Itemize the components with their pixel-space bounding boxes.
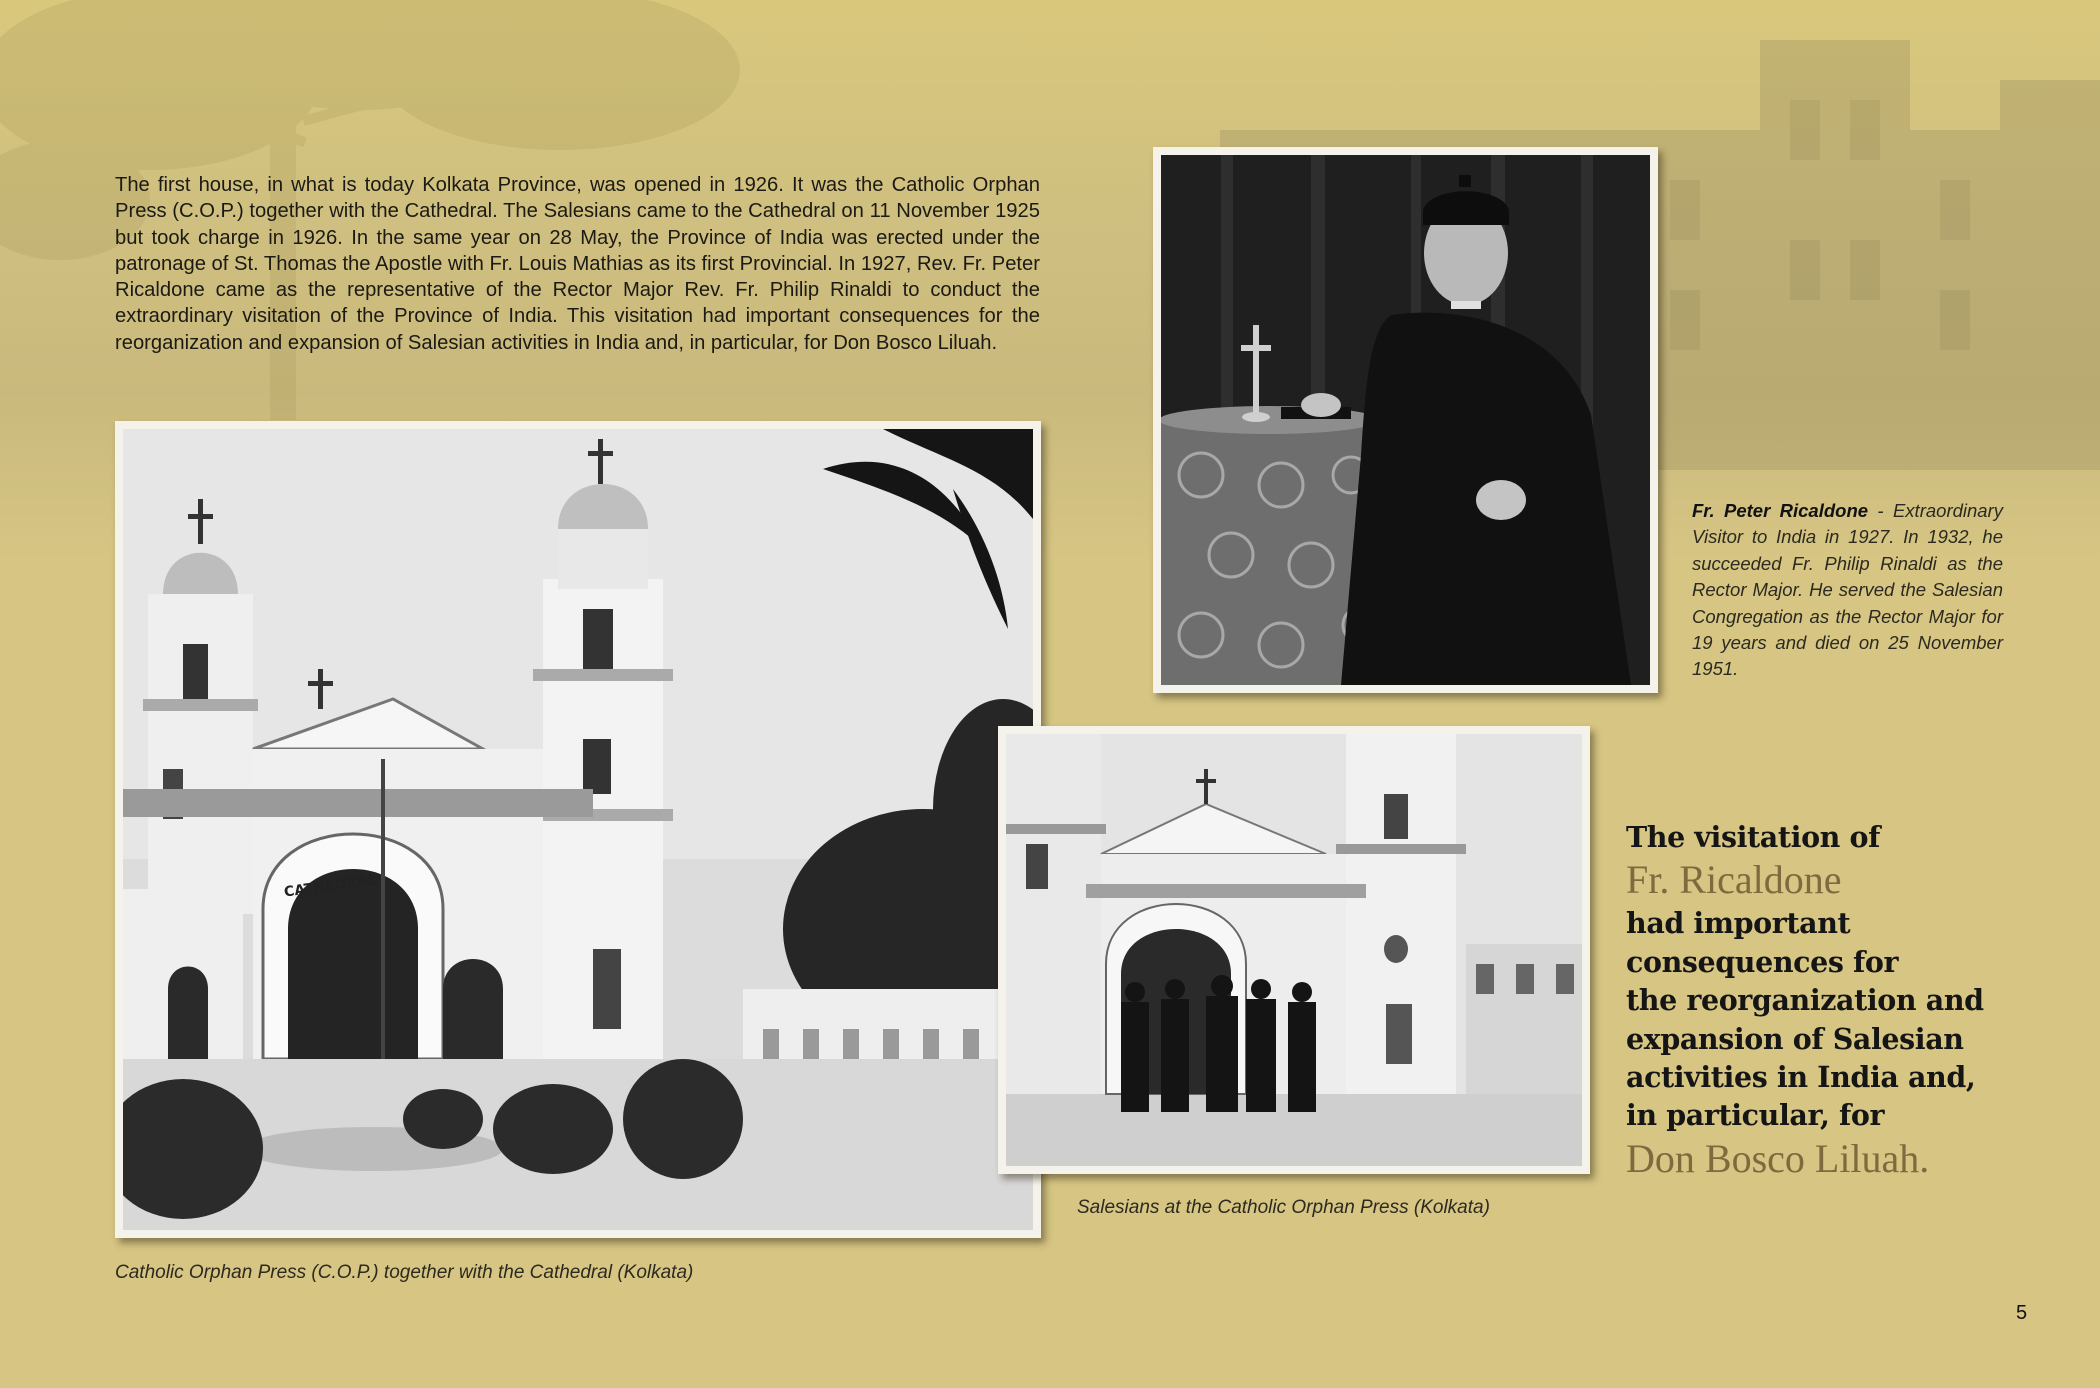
ricaldone-photo — [1153, 147, 1658, 693]
cathedral-photo — [115, 421, 1041, 1238]
ricaldone-photo-caption — [1692, 498, 2003, 683]
salesians-photo-caption: Salesians at the Catholic Orphan Press (Kolkata) — [1077, 1197, 1490, 1218]
page-number: 5 — [2016, 1302, 2028, 1324]
cathedral-photo-caption: Catholic Orphan Press (C.O.P.) together with the Cathedral (Kolkata) — [115, 1262, 694, 1283]
pull-quote-line-5: expansion of Salesian — [1626, 1021, 1964, 1056]
cathedral-photo-image — [123, 429, 1033, 1230]
pull-quote-line-6: activities in India and, — [1626, 1060, 1976, 1095]
salesians-photo — [998, 726, 1590, 1174]
salesians-photo-image — [1006, 734, 1582, 1166]
pull-quote-accent-2: Don Bosco Liluah. — [1626, 1135, 1930, 1181]
ricaldone-caption-text: - Extraordinary Visitor to India in 1927. In 1932, he succeeded Fr. Philip Rinaldi as the Rector Major. He served the Salesian Congregation as the Rector Major for 19 years and died on 25 November 1951. — [1692, 500, 2003, 680]
pull-quote-line-1: The visitation of — [1626, 820, 1880, 854]
ricaldone-caption-name: Fr. Peter Ricaldone — [1692, 500, 1869, 521]
pull-quote-line-4: the reorganization and — [1626, 983, 1984, 1018]
pull-quote-line-2: had important — [1626, 906, 1851, 941]
pull-quote — [1626, 818, 2066, 1183]
pull-quote-accent-1: Fr. Ricaldone — [1626, 857, 1842, 903]
ricaldone-photo-image — [1161, 155, 1650, 685]
intro-paragraph: The first house, in what is today Kolkata Province, was opened in 1926. It was the Catholic Orphan Press (C.O.P.) together with the Cathedral. The Salesians came to the Cathedral on 11 November 1925 but took charge in 1926. In the same year on 28 May, the Province of India was erected under the patronage of St. Thomas the Apostle with Fr. Louis Mathias as its first Provincial. In 1927, Rev. Fr. Peter Ricaldone came as the representative of the Rector Major Rev. Fr. Philip Rinaldi to conduct the extraordinary visitation of the Province of India. This visitation had important consequences for the reorganization and expansion of Salesian activities in India and, in particular, for Don Bosco Liluah. — [115, 174, 1040, 354]
pull-quote-line-3: consequences for — [1626, 944, 1899, 979]
cathedral-sign-text: CATHEDRAL — [283, 871, 378, 901]
pull-quote-line-7: in particular, for — [1626, 1098, 1885, 1133]
